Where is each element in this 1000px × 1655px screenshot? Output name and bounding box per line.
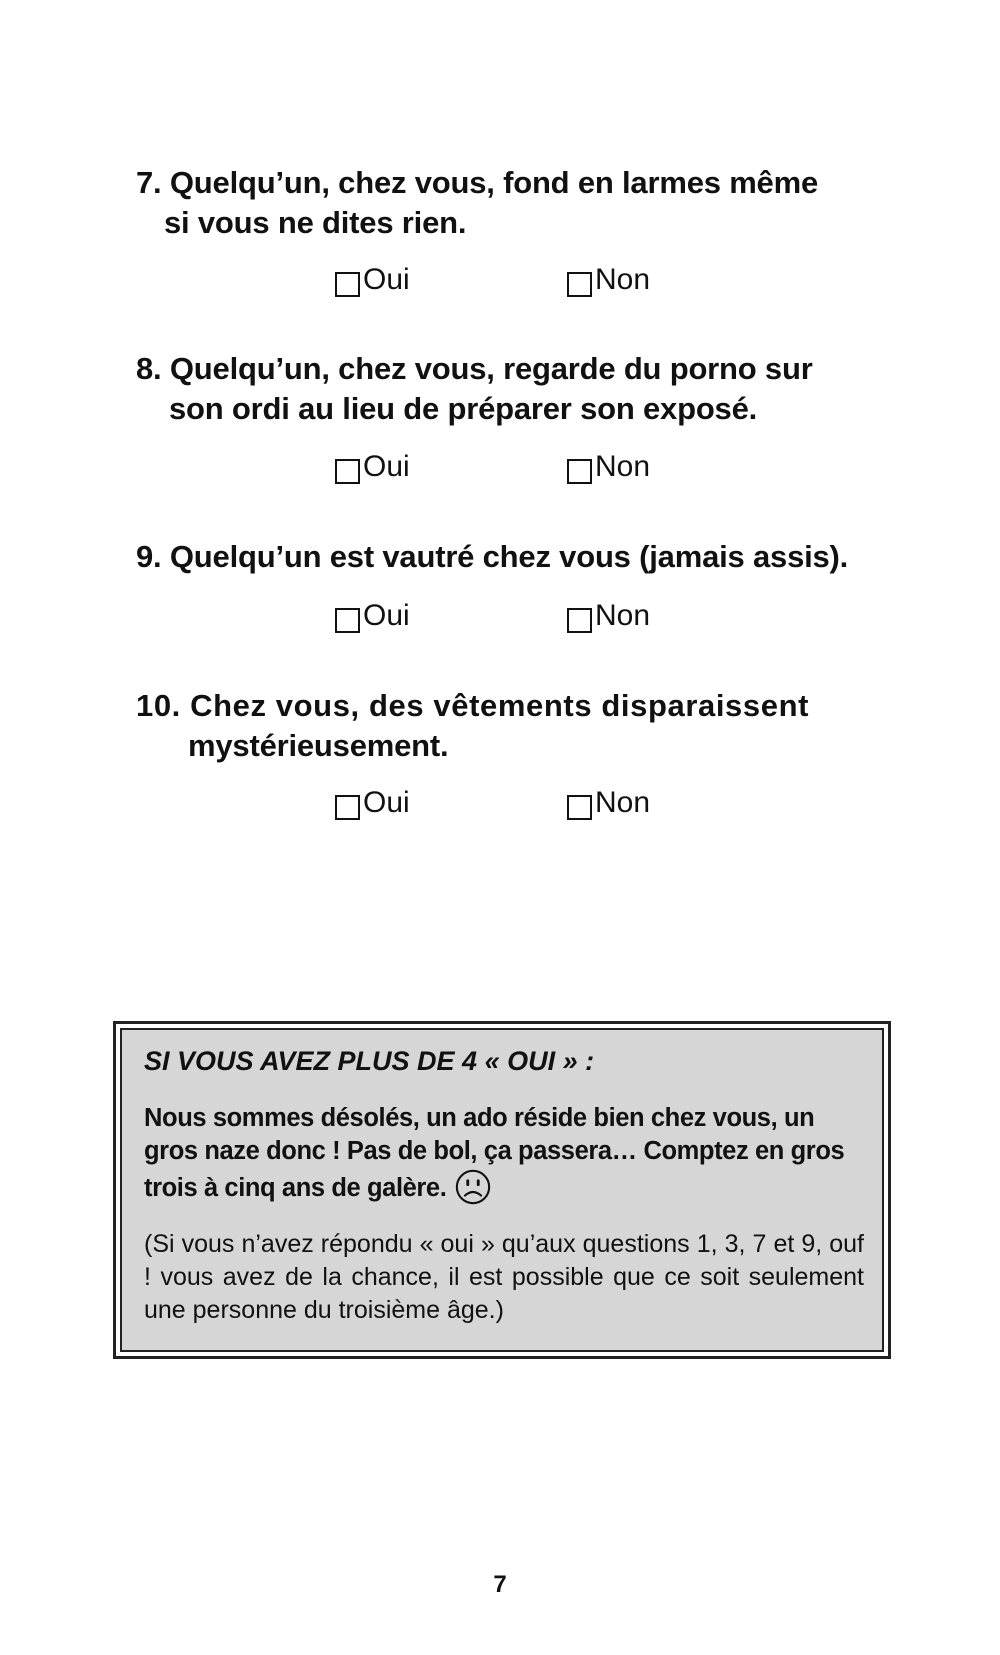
oui-option[interactable] [335, 598, 410, 634]
question-8 [136, 349, 896, 429]
question-number: 9. [136, 539, 162, 574]
result-callout [113, 1021, 891, 1359]
question-text: son ordi au lieu de préparer son exposé. [169, 391, 758, 426]
non-option[interactable] [567, 785, 650, 821]
oui-label: Oui [363, 786, 410, 819]
question-7 [136, 163, 896, 243]
question-text: Quelqu’un est vautré chez vous (jamais assis). [169, 539, 849, 574]
question-9 [136, 537, 896, 577]
question-10 [136, 686, 896, 766]
result-callout-panel [120, 1028, 884, 1352]
non-checkbox[interactable] [567, 459, 592, 484]
oui-checkbox[interactable] [335, 272, 360, 297]
oui-option[interactable] [335, 449, 410, 485]
question-text: si vous ne dites rien. [164, 205, 467, 240]
question-text: Quelqu’un, chez vous, fond en larmes même [169, 165, 819, 200]
callout-note: (Si vous n’avez répondu « oui » qu’aux questions 1, 3, 7 et 9, ouf ! vous avez de la chance, il est possible que ce soit seulement une personne du troisième âge.) [144, 1230, 864, 1324]
question-text: mystérieusement. [188, 728, 449, 763]
question-number: 7. [136, 165, 162, 200]
page-number: 7 [493, 1571, 507, 1598]
oui-label: Oui [363, 599, 410, 632]
answer-row-8 [0, 449, 1000, 489]
non-checkbox[interactable] [567, 272, 592, 297]
frown-face-icon [454, 1168, 492, 1206]
non-label: Non [595, 786, 651, 819]
oui-checkbox[interactable] [335, 795, 360, 820]
oui-label: Oui [363, 263, 410, 296]
question-number: 10. [136, 688, 181, 723]
callout-title: SI VOUS AVEZ PLUS DE 4 « OUI » : [144, 1046, 595, 1076]
question-text: Quelqu’un, chez vous, regarde du porno sur [169, 351, 813, 386]
oui-option[interactable] [335, 262, 410, 298]
non-label: Non [595, 263, 651, 296]
oui-option[interactable] [335, 785, 410, 821]
non-label: Non [595, 599, 651, 632]
oui-label: Oui [363, 450, 410, 483]
answer-row-9 [0, 598, 1000, 638]
oui-checkbox[interactable] [335, 608, 360, 633]
callout-body-paragraph [144, 1102, 864, 1206]
question-number: 8. [136, 351, 162, 386]
oui-checkbox[interactable] [335, 459, 360, 484]
callout-body: Nous sommes désolés, un ado réside bien chez vous, un gros naze donc ! Pas de bol, ça passera… Comptez en gros trois à cinq ans de galère. [144, 1104, 845, 1202]
answer-row-10 [0, 785, 1000, 825]
question-text: Chez vous, des vêtements disparaissent [190, 688, 810, 723]
non-checkbox[interactable] [567, 608, 592, 633]
answer-row-7 [0, 262, 1000, 302]
non-label: Non [595, 450, 651, 483]
non-checkbox[interactable] [567, 795, 592, 820]
non-option[interactable] [567, 262, 650, 298]
non-option[interactable] [567, 449, 650, 485]
non-option[interactable] [567, 598, 650, 634]
